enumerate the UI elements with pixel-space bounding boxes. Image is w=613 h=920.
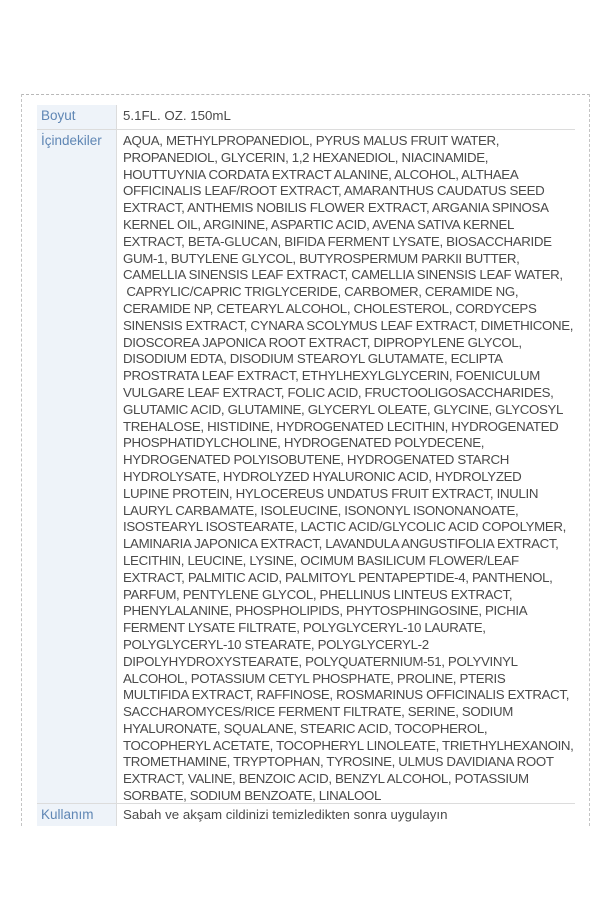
ingredients-line: DISODIUM EDTA, DISODIUM STEAROYL GLUTAMATE, ECLIPTA — [123, 351, 503, 367]
ingredients-line: LUPINE PROTEIN, HYLOCEREUS UNDATUS FRUIT EXTRACT, INULIN — [123, 485, 539, 501]
ingredients-line: EXTRACT, BETA-GLUCAN, BIFIDA FERMENT LYSATE, BIOSACCHARIDE — [123, 233, 552, 249]
size-value: 5.1FL. OZ. 150mL — [123, 108, 231, 123]
product-details-table — [21, 94, 590, 826]
size-label: Boyut — [37, 105, 117, 129]
ingredients-line: LAMINARIA JAPONICA EXTRACT, LAVANDULA ANGUSTIFOLIA EXTRACT, — [123, 536, 559, 552]
ingredients-line: EXTRACT, ANTHEMIS NOBILIS FLOWER EXTRACT, ARGANIA SPINOSA — [123, 200, 549, 216]
ingredients-line: DIOSCOREA JAPONICA ROOT EXTRACT, DIPROPYLENE GLYCOL, — [123, 334, 522, 350]
ingredients-line: LECITHIN, LEUCINE, LYSINE, OCIMUM BASILICUM FLOWER/LEAF — [123, 552, 519, 568]
ingredients-line: OFFICINALIS LEAF/ROOT EXTRACT, AMARANTHUS CAUDATUS SEED — [123, 183, 545, 199]
usage-value: Sabah ve akşam cildinizi temizledikten sonra uygulayın — [123, 807, 448, 822]
ingredients-line: AQUA, METHYLPROPANEDIOL, PYRUS MALUS FRUIT WATER, — [123, 133, 500, 148]
ingredients-line: SACCHAROMYCES/RICE FERMENT FILTRATE, SERINE, SODIUM — [123, 704, 513, 720]
ingredients-line: KERNEL OIL, ARGININE, ASPARTIC ACID, AVENA SATIVA KERNEL — [123, 216, 515, 232]
ingredients-line: ISOSTEARYL ISOSTEARATE, LACTIC ACID/GLYCOLIC ACID COPOLYMER, — [123, 519, 567, 535]
ingredients-line: SINENSIS EXTRACT, CYNARA SCOLYMUS LEAF EXTRACT, DIMETHICONE, — [123, 317, 574, 333]
ingredients-line: LAURYL CARBAMATE, ISOLEUCINE, ISONONYL ISONONANOATE, — [123, 502, 519, 518]
ingredients-line: MULTIFIDA EXTRACT, RAFFINOSE, ROSMARINUS OFFICINALIS EXTRACT, — [123, 687, 570, 703]
ingredients-line: PROSTRATA LEAF EXTRACT, ETHYLHEXYLGLYCERIN, FOENICULUM — [123, 368, 541, 384]
ingredients-line: POLYGLYCERYL-10 STEARATE, POLYGLYCERYL-2 — [123, 636, 429, 652]
ingredients-line: HYDROGENATED POLYISOBUTENE, HYDROGENATED STARCH — [123, 452, 509, 468]
ingredients-line: VULGARE LEAF EXTRACT, FOLIC ACID, FRUCTOOLIGOSACCHARIDES, — [123, 384, 554, 400]
ingredients-line: TROMETHAMINE, TRYPTOPHAN, TYROSINE, ULMUS DAVIDIANA ROOT — [123, 754, 554, 770]
size-row — [37, 105, 575, 130]
ingredients-line: HYALURONATE, SQUALANE, STEARIC ACID, TOCOPHEROL, — [123, 720, 488, 736]
usage-row — [37, 804, 575, 826]
usage-label: Kullanım — [37, 804, 117, 826]
ingredients-line: CERAMIDE NP, CETEARYL ALCOHOL, CHOLESTEROL, CORDYCEPS — [123, 300, 537, 316]
ingredients-line: HYDROLYSATE, HYDROLYZED HYALURONIC ACID, HYDROLYZED — [123, 468, 522, 484]
ingredients-value — [117, 130, 575, 803]
ingredients-line: PROPANEDIOL, GLYCERIN, 1,2 HEXANEDIOL, NIACINAMIDE, — [123, 149, 489, 165]
ingredients-line: HOUTTUYNIA CORDATA EXTRACT ALANINE, ALCOHOL, ALTHAEA — [123, 166, 519, 182]
ingredients-line: FERMENT LYSATE FILTRATE, POLYGLYCERYL-10 LAURATE, — [123, 620, 486, 636]
ingredients-line: PHENYLALANINE, PHOSPHOLIPIDS, PHYTOSPHINGOSINE, PICHIA — [123, 603, 528, 619]
ingredients-line: GUM-1, BUTYLENE GLYCOL, BUTYROSPERMUM PARKII BUTTER, — [123, 250, 520, 266]
ingredients-row — [37, 130, 575, 804]
ingredients-label: İçindekiler — [37, 130, 117, 803]
ingredients-line: SORBATE, SODIUM BENZOATE, LINALOOL — [123, 788, 382, 803]
ingredients-line: TREHALOSE, HISTIDINE, HYDROGENATED LECITHIN, HYDROGENATED — [123, 418, 559, 434]
ingredients-line: GLUTAMIC ACID, GLUTAMINE, GLYCERYL OLEATE, GLYCINE, GLYCOSYL — [123, 401, 564, 417]
ingredients-line: DIPOLYHYDROXYSTEARATE, POLYQUATERNIUM-51, POLYVINYL — [123, 653, 518, 669]
ingredients-line: CAPRYLIC/CAPRIC TRIGLYCERIDE, CARBOMER, CERAMIDE NG, — [123, 284, 519, 300]
ingredients-line: PARFUM, PENTYLENE GLYCOL, PHELLINUS LINTEUS EXTRACT, — [123, 586, 513, 602]
ingredients-line: PHOSPHATIDYLCHOLINE, HYDROGENATED POLYDECENE, — [123, 435, 485, 451]
ingredients-line: EXTRACT, VALINE, BENZOIC ACID, BENZYL ALCOHOL, POTASSIUM — [123, 771, 529, 787]
ingredients-line: EXTRACT, PALMITIC ACID, PALMITOYL PENTAPEPTIDE-4, PANTHENOL, — [123, 569, 553, 585]
ingredients-line: TOCOPHERYL ACETATE, TOCOPHERYL LINOLEATE, TRIETHYLHEXANOIN, — [123, 737, 574, 753]
ingredients-line: ALCOHOL, POTASSIUM CETYL PHOSPHATE, PROLINE, PTERIS — [123, 670, 506, 686]
ingredients-line: CAMELLIA SINENSIS LEAF EXTRACT, CAMELLIA SINENSIS LEAF WATER, — [123, 267, 563, 283]
